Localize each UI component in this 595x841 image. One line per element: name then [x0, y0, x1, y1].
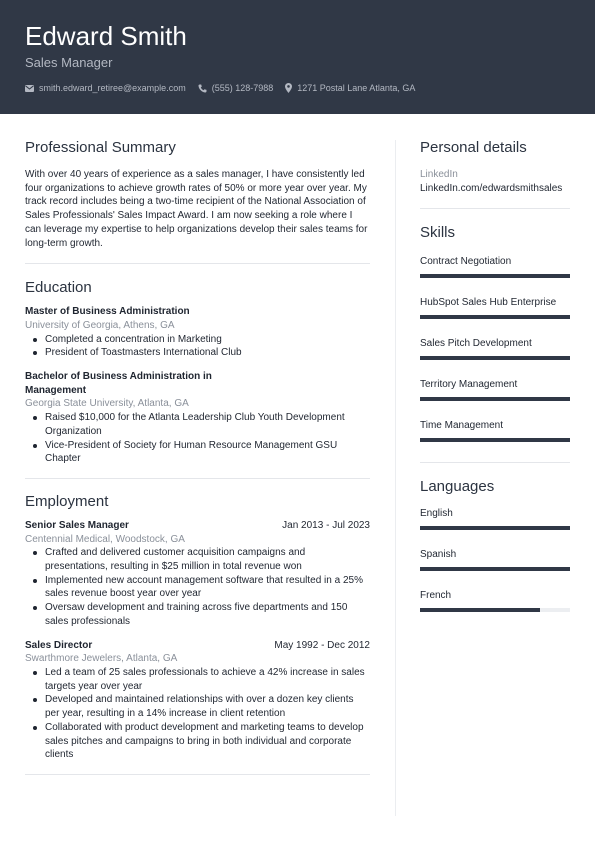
job-title: Sales Director	[25, 639, 93, 651]
linkedin-label: LinkedIn	[420, 169, 458, 180]
section-divider	[25, 774, 370, 775]
employment-entry	[25, 519, 370, 629]
skill-item	[420, 378, 570, 401]
list-item: Developed and maintained relationships with over a dozen key clients per year, resulting in a 14% increase in client retention	[25, 693, 370, 720]
bullet-list	[25, 546, 370, 628]
bullet-list	[25, 333, 370, 360]
list-item: Implemented new account management software that resulted in a 25% sales revenue boost year over year	[25, 574, 370, 601]
skill-name: Sales Pitch Development	[420, 338, 532, 350]
contact-phone	[198, 82, 274, 94]
skill-item	[420, 419, 570, 442]
contact-address	[285, 82, 415, 94]
school-name: University of Georgia, Athens, GA	[25, 319, 175, 331]
level-bar-track	[420, 438, 570, 442]
skill-item	[420, 589, 570, 612]
map-pin-icon	[285, 83, 292, 93]
skill-name: Contract Negotiation	[420, 256, 512, 268]
level-bar-fill	[420, 526, 570, 530]
address-text: 1271 Postal Lane Atlanta, GA	[297, 83, 416, 93]
level-bar-track	[420, 608, 570, 612]
list-item: Vice-President of Society for Human Resource Management GSU Chapter	[25, 439, 370, 466]
job-dates: May 1992 - Dec 2012	[274, 639, 370, 651]
company-name: Swarthmore Jewelers, Atlanta, GA	[25, 653, 178, 665]
sidebar-column	[420, 139, 570, 612]
list-item: Crafted and delivered customer acquisition campaigns and presentations, resulting in $25 million in total revenue won	[25, 546, 370, 573]
envelope-icon	[25, 85, 34, 92]
level-bar-fill	[420, 274, 570, 278]
section-heading: Education	[25, 279, 92, 297]
skill-name: English	[420, 508, 453, 520]
skill-item	[420, 337, 570, 360]
section-heading: Personal details	[420, 139, 527, 156]
skill-item	[420, 507, 570, 530]
company-name: Centennial Medical, Woodstock, GA	[25, 533, 185, 545]
skill-name: Time Management	[420, 420, 503, 432]
employment-entry	[25, 639, 370, 762]
skill-item	[420, 296, 570, 319]
section-divider	[420, 462, 570, 463]
candidate-title: Sales Manager	[25, 55, 113, 70]
education-section	[25, 279, 370, 466]
skill-name: French	[420, 590, 452, 602]
level-bar-fill	[420, 567, 570, 571]
section-divider	[25, 478, 370, 479]
summary-text: With over 40 years of experience as a sales manager, I have consistently led four organizations to achieve growth rates of 50% or more year over year. My track record includes being a two-time recipient of the National Association of Sales Professionals' Sales Impact Award. I am now seeking a role where I can leverage my expertise to help organizations develop their sales teams for long-term growth.	[25, 169, 368, 249]
level-bar-track	[420, 356, 570, 360]
level-bar-track	[420, 274, 570, 278]
level-bar-fill	[420, 397, 570, 401]
candidate-name: Edward Smith	[25, 21, 187, 51]
personal-details-section	[420, 139, 570, 195]
languages-list	[420, 507, 570, 612]
list-item: Completed a concentration in Marketing	[25, 333, 370, 347]
skills-section	[420, 224, 570, 442]
section-heading: Languages	[420, 478, 495, 496]
job-dates: Jan 2013 - Jul 2023	[282, 519, 370, 531]
list-item: Led a team of 25 sales professionals to achieve a 42% increase in sales targets year over year	[25, 666, 370, 693]
section-heading: Skills	[420, 224, 456, 242]
skill-name: Territory Management	[420, 379, 518, 391]
level-bar-track	[420, 526, 570, 530]
column-divider	[395, 140, 396, 816]
skills-list	[420, 255, 570, 442]
level-bar-fill	[420, 356, 570, 360]
section-heading: Employment	[25, 492, 109, 510]
list-item: Oversaw development and training across five departments and 150 sales professionals	[25, 601, 370, 628]
degree-title: Master of Business Administration	[25, 306, 190, 318]
level-bar-fill	[420, 438, 570, 442]
skill-item	[420, 548, 570, 571]
bullet-list	[25, 411, 370, 466]
bullet-list	[25, 666, 370, 762]
education-entry	[25, 305, 370, 360]
phone-text: (555) 128-7988	[211, 83, 274, 93]
level-bar-track	[420, 315, 570, 319]
phone-icon	[198, 84, 207, 93]
resume-header	[0, 0, 595, 114]
section-heading: Professional Summary	[25, 139, 176, 156]
skill-item	[420, 255, 570, 278]
skill-name: HubSpot Sales Hub Enterprise	[420, 297, 557, 309]
list-item: President of Toastmasters International Club	[25, 346, 370, 360]
level-bar-track	[420, 397, 570, 401]
list-item: Raised $10,000 for the Atlanta Leadership Club Youth Development Organization	[25, 411, 370, 438]
professional-summary-section	[25, 139, 370, 250]
level-bar-fill	[420, 315, 570, 319]
degree-title: Bachelor of Business Administration in Management	[25, 371, 212, 396]
contact-row	[25, 82, 427, 94]
languages-section	[420, 478, 570, 612]
employment-section	[25, 493, 370, 762]
contact-email	[25, 82, 186, 94]
level-bar-fill	[420, 608, 540, 612]
level-bar-track	[420, 567, 570, 571]
job-title: Senior Sales Manager	[25, 519, 129, 531]
school-name: Georgia State University, Atlanta, GA	[25, 398, 189, 410]
skill-name: Spanish	[420, 549, 457, 561]
linkedin-url[interactable]: LinkedIn.com/edwardsmithsales	[420, 182, 563, 194]
main-column	[25, 139, 370, 775]
section-divider	[420, 208, 570, 209]
section-divider	[25, 263, 370, 264]
education-entry	[25, 370, 370, 466]
list-item: Collaborated with product development and marketing teams to develop sales pitches and campaigns to bring in both individual and corporate clients	[25, 721, 370, 762]
email-text: smith.edward_retiree@example.com	[39, 83, 186, 93]
